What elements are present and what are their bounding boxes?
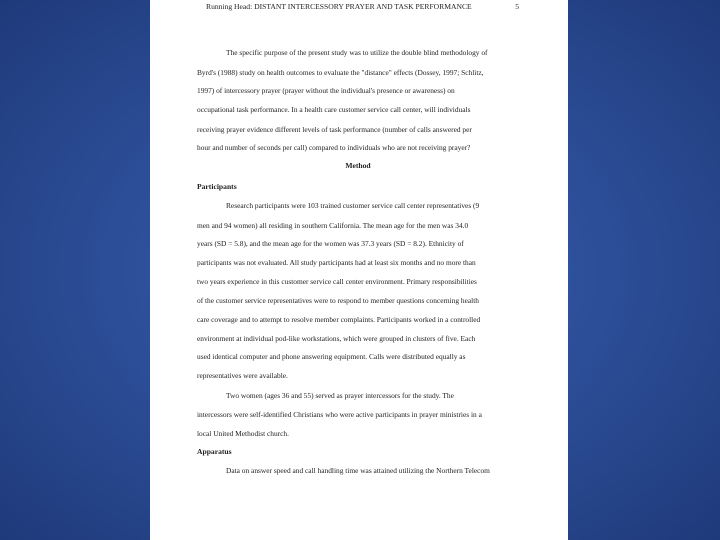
page-number: 5 <box>515 2 519 11</box>
body-line: environment at individual pod-like workstations, which were grouped in clusters of five. Each <box>197 334 476 343</box>
body-line: 1997) of intercessory prayer (prayer without the individual's presence or awareness) on <box>197 86 455 95</box>
body-line: used identical computer and phone answering equipment. Calls were distributed equally as <box>197 352 466 361</box>
body-line: care coverage and to attempt to resolve member complaints. Participants worked in a controlled <box>197 315 481 324</box>
body-line: men and 94 women) all residing in southern California. The mean age for the men was 34.0 <box>197 221 469 230</box>
body-line: local United Methodist church. <box>197 429 289 438</box>
body-line: two years experience in this customer service call center environment. Primary responsibilities <box>197 277 477 286</box>
body-line: Research participants were 103 trained customer service call center representatives (9 <box>226 201 480 210</box>
body-line: of the customer service representatives were to respond to member questions concerning health <box>197 296 479 305</box>
body-line: occupational task performance. In a health care customer service call center, will individuals <box>197 105 471 114</box>
body-line: representatives were available. <box>197 371 288 380</box>
body-line: hour and number of seconds per call) compared to individuals who are not receiving prayer? <box>197 143 471 152</box>
body-line: receiving prayer evidence different levels of task performance (number of calls answered per <box>197 125 472 134</box>
body-line: participants was not evaluated. All study participants had at least six months and no more than <box>197 258 476 267</box>
participants-heading: Participants <box>197 182 237 191</box>
body-line: The specific purpose of the present study was to utilize the double blind methodology of <box>226 48 488 57</box>
running-head: Running Head: DISTANT INTERCESSORY PRAYER AND TASK PERFORMANCE <box>206 2 472 11</box>
document-page <box>150 0 568 540</box>
body-line: years (SD = 5.8), and the mean age for the women was 37.3 years (SD = 8.2). Ethnicity of <box>197 239 464 248</box>
body-line: Byrd's (1988) study on health outcomes to evaluate the "distance" effects (Dossey, 1997; Schlitz, <box>197 68 484 77</box>
apparatus-heading: Apparatus <box>197 447 232 456</box>
body-line: intercessors were self-identified Christians who were active participants in prayer ministries in a <box>197 410 482 419</box>
body-line: Data on answer speed and call handling time was attained utilizing the Northern Telecom <box>226 466 490 475</box>
method-heading: Method <box>345 161 371 170</box>
body-line: Two women (ages 36 and 55) served as prayer intercessors for the study. The <box>226 391 454 400</box>
running-header <box>197 0 519 13</box>
